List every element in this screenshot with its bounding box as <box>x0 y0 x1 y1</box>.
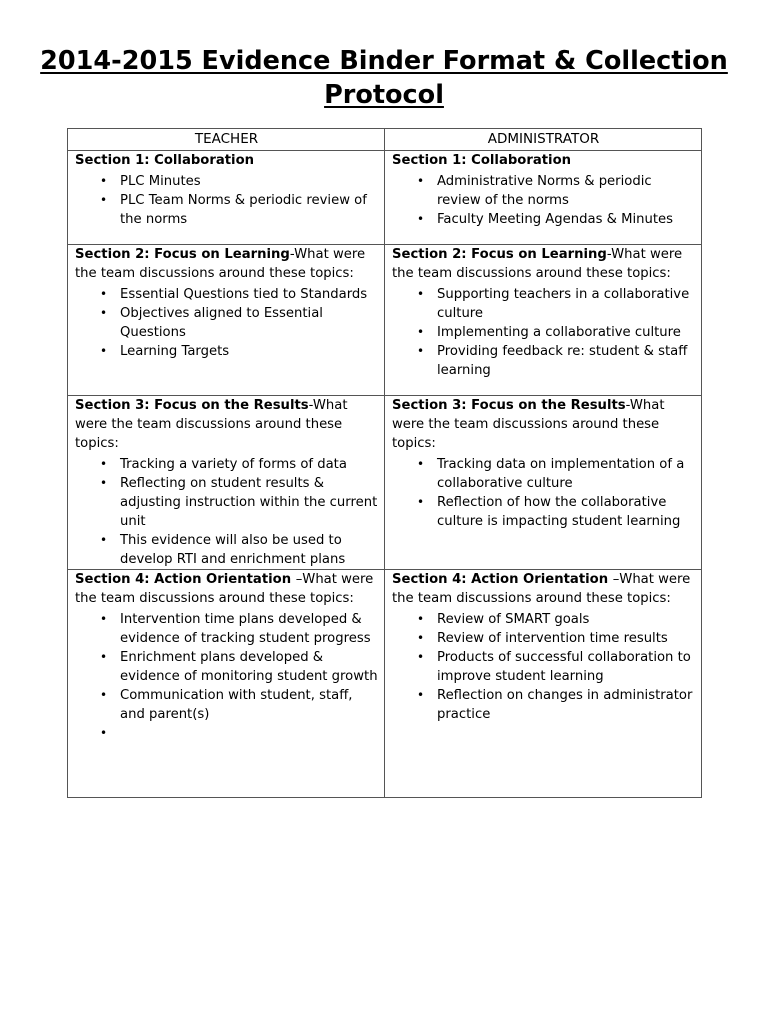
section-description: -What were the team discussions around these topics: <box>392 247 683 281</box>
header-teacher: TEACHER <box>68 129 385 151</box>
teacher-cell <box>68 570 385 798</box>
list-item <box>417 648 695 686</box>
list-item-text: Objectives aligned to Essential Questions <box>120 306 323 340</box>
list-item-text: Administrative Norms & periodic review of the norms <box>437 174 652 208</box>
list-item-text: Implementing a collaborative culture <box>437 325 681 340</box>
bullet-icon: • <box>100 193 108 207</box>
bullet-icon: • <box>417 174 425 188</box>
bullet-icon: • <box>417 325 425 339</box>
evidence-binder-table <box>67 128 702 798</box>
section-text <box>75 151 378 170</box>
list-item-text: Products of successful collaboration to improve student learning <box>437 650 691 684</box>
list-item <box>417 455 695 493</box>
list-item <box>100 724 378 743</box>
teacher-cell <box>68 245 385 396</box>
header-administrator: ADMINISTRATOR <box>385 129 702 151</box>
teacher-cell <box>68 151 385 245</box>
list-item-text: Intervention time plans developed & evidence of tracking student progress <box>120 612 371 646</box>
list-item <box>417 323 695 342</box>
section-heading: Section 4: Action Orientation <box>75 572 296 587</box>
administrator-cell <box>385 151 702 245</box>
list-item-text: Review of SMART goals <box>437 612 590 627</box>
evidence-list <box>392 455 695 531</box>
list-item <box>100 686 378 724</box>
bullet-icon: • <box>100 726 108 740</box>
table-row <box>68 151 702 245</box>
bullet-icon: • <box>100 174 108 188</box>
list-item-text: PLC Team Norms & periodic review of the norms <box>120 193 367 227</box>
list-item-text: Faculty Meeting Agendas & Minutes <box>437 212 674 227</box>
list-item <box>417 686 695 724</box>
bullet-icon: • <box>417 344 425 358</box>
teacher-cell <box>68 396 385 570</box>
list-item <box>100 610 378 648</box>
list-item-text: Communication with student, staff, and parent(s) <box>120 688 353 722</box>
list-item-text: Reflection on changes in administrator practice <box>437 688 693 722</box>
bullet-icon: • <box>417 688 425 702</box>
section-text <box>392 245 695 283</box>
list-item <box>417 342 695 380</box>
list-item <box>417 172 695 210</box>
bullet-icon: • <box>100 457 108 471</box>
list-item-text: Enrichment plans developed & evidence of monitoring student growth <box>120 650 378 684</box>
bullet-icon: • <box>100 306 108 320</box>
list-item <box>417 629 695 648</box>
list-item <box>100 531 378 569</box>
list-item <box>100 648 378 686</box>
list-item-text: Supporting teachers in a collaborative culture <box>437 287 690 321</box>
list-item-text: Learning Targets <box>120 344 230 359</box>
section-heading: Section 3: Focus on the Results <box>75 398 309 413</box>
administrator-cell <box>385 396 702 570</box>
bullet-icon: • <box>100 688 108 702</box>
section-heading: Section 1: Collaboration <box>392 153 572 168</box>
evidence-list <box>75 610 378 743</box>
list-item <box>100 474 378 531</box>
section-description: -What were the team discussions around these topics: <box>392 398 665 451</box>
evidence-list <box>75 455 378 569</box>
bullet-icon: • <box>417 495 425 509</box>
list-item <box>100 304 378 342</box>
list-item-text: Tracking a variety of forms of data <box>120 457 347 472</box>
list-item <box>100 191 378 229</box>
list-item <box>417 210 695 229</box>
list-item-text: PLC Minutes <box>120 174 201 189</box>
section-text <box>392 151 695 170</box>
list-item-text: Providing feedback re: student & staff learning <box>437 344 688 378</box>
section-description: –What were the team discussions around these topics: <box>75 572 374 606</box>
section-description: -What were the team discussions around these topics: <box>75 398 348 451</box>
section-text <box>75 396 378 453</box>
bullet-icon: • <box>100 650 108 664</box>
section-description: -What were the team discussions around these topics: <box>75 247 366 281</box>
list-item <box>100 285 378 304</box>
evidence-list <box>392 610 695 724</box>
administrator-cell <box>385 570 702 798</box>
section-heading: Section 3: Focus on the Results <box>392 398 626 413</box>
table-row <box>68 245 702 396</box>
section-heading: Section 2: Focus on Learning <box>75 247 290 262</box>
bullet-icon: • <box>417 612 425 626</box>
bullet-icon: • <box>100 344 108 358</box>
section-text <box>392 570 695 608</box>
section-text <box>392 396 695 453</box>
section-heading: Section 2: Focus on Learning <box>392 247 607 262</box>
bullet-icon: • <box>417 650 425 664</box>
bullet-icon: • <box>417 457 425 471</box>
bullet-icon: • <box>100 476 108 490</box>
list-item-text: This evidence will also be used to develop RTI and enrichment plans <box>120 533 346 567</box>
evidence-list <box>75 172 378 229</box>
list-item-text: Reflecting on student results & adjusting instruction within the current unit <box>120 476 378 529</box>
bullet-icon: • <box>100 287 108 301</box>
list-item <box>417 610 695 629</box>
bullet-icon: • <box>417 212 425 226</box>
bullet-icon: • <box>100 533 108 547</box>
section-text <box>75 245 378 283</box>
list-item-text: Essential Questions tied to Standards <box>120 287 368 302</box>
administrator-cell <box>385 245 702 396</box>
evidence-list <box>392 172 695 229</box>
list-item-text: Tracking data on implementation of a collaborative culture <box>437 457 685 491</box>
list-item <box>100 342 378 361</box>
list-item <box>417 285 695 323</box>
list-item <box>100 172 378 191</box>
section-description: –What were the team discussions around these topics: <box>392 572 691 606</box>
list-item <box>100 455 378 474</box>
section-text <box>75 570 378 608</box>
bullet-icon: • <box>417 287 425 301</box>
list-item <box>417 493 695 531</box>
bullet-icon: • <box>100 612 108 626</box>
evidence-list <box>392 285 695 380</box>
list-item-text: Reflection of how the collaborative culture is impacting student learning <box>437 495 681 529</box>
section-heading: Section 4: Action Orientation <box>392 572 613 587</box>
document-title: 2014-2015 Evidence Binder Format & Collection Protocol <box>40 46 728 110</box>
evidence-list <box>75 285 378 361</box>
bullet-icon: • <box>417 631 425 645</box>
table-row <box>68 396 702 570</box>
table-row <box>68 570 702 798</box>
list-item-text: Review of intervention time results <box>437 631 668 646</box>
table-header-row <box>68 129 702 151</box>
section-heading: Section 1: Collaboration <box>75 153 255 168</box>
